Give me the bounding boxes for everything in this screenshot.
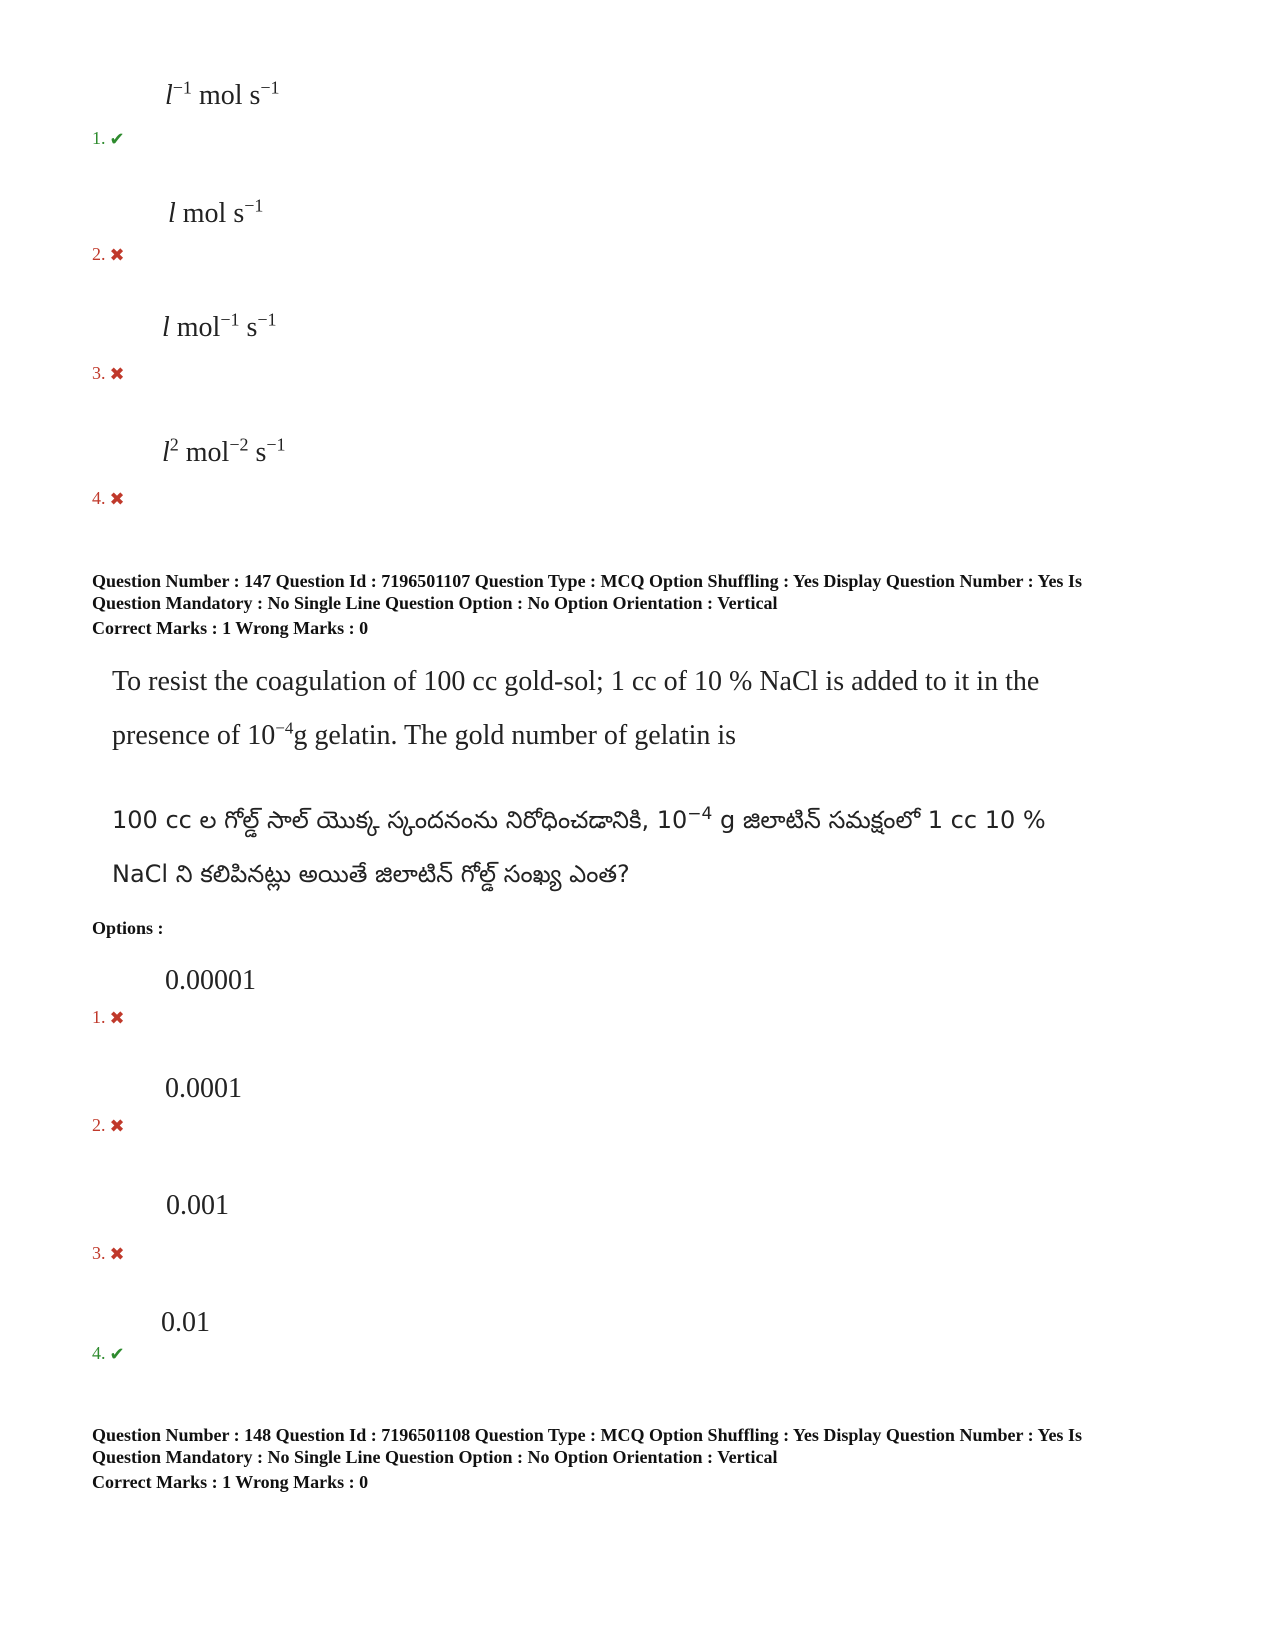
question-147-text-telugu (112, 793, 1192, 901)
question-148-meta-line2: Question Mandatory : No Single Line Question Option : No Option Orientation : Vertical (92, 1447, 778, 1467)
q147-option-4-marker: 4. ✔ (92, 1343, 125, 1364)
question-147-english-line2: presence of $10^{-4}g$ gelatin. The gold number of gelatin is (112, 718, 737, 751)
cross-icon: ✖ (109, 1007, 125, 1028)
question-147-meta-line2: Question Mandatory : No Single Line Question Option : No Option Orientation : Vertical (92, 593, 778, 613)
cross-icon: ✖ (109, 244, 125, 265)
question-148-meta-line1: Question Number : 148 Question Id : 7196501108 Question Type : MCQ Option Shuffling : Yes Display Question Number : Yes Is (92, 1425, 1082, 1445)
prev-option-3-marker: 3. ✖ (92, 363, 125, 384)
cross-icon: ✖ (109, 488, 125, 509)
prev-option-2-marker: 2. ✖ (92, 244, 125, 265)
question-148-meta (92, 1424, 1192, 1468)
question-147-marks: Correct Marks : 1 Wrong Marks : 0 (92, 618, 369, 638)
question-147-meta-line1: Question Number : 147 Question Id : 7196501107 Question Type : MCQ Option Shuffling : Yes Display Question Number : Yes Is (92, 571, 1082, 591)
q147-option-1-value: 0.00001 (165, 965, 256, 996)
check-icon: ✔ (109, 128, 125, 149)
question-147-text-english (112, 655, 1192, 763)
prev-option-1-marker: 1. ✔ (92, 128, 125, 149)
question-147-english-line1: To resist the coagulation of 100 cc gold-sol; 1 cc of 10 % NaCl is added to it in the (112, 666, 1040, 697)
q147-option-2-value: 0.0001 (165, 1073, 242, 1104)
q147-option-3-marker: 3. ✖ (92, 1243, 125, 1264)
prev-option-1-value: $l^{-1}$ mol $s^{-1}$ (165, 77, 280, 111)
question-148-marks: Correct Marks : 1 Wrong Marks : 0 (92, 1472, 369, 1492)
question-147-meta (92, 570, 1192, 614)
question-147-telugu-line2: NaCl ని కలిపినట్లు అయితే జిలాటిన్ గోల్డ్ సంఖ్య ఎంత? (112, 860, 630, 888)
cross-icon: ✖ (109, 363, 125, 384)
cross-icon: ✖ (109, 1115, 125, 1136)
prev-option-4-value: $l^2$ mol$^{-2}$ $s^{-1}$ (162, 434, 286, 468)
prev-option-3-value: l mol$^{-1}$ $s^{-1}$ (162, 309, 277, 343)
q147-option-2-marker: 2. ✖ (92, 1115, 125, 1136)
cross-icon: ✖ (109, 1243, 125, 1264)
q147-option-4-value: 0.01 (161, 1307, 210, 1338)
prev-option-4-marker: 4. ✖ (92, 488, 125, 509)
question-147-telugu-line1: 100 cc ల గోల్డ్ సాల్ యొక్క స్కందనంను నిరోధించడానికి, $10^{-4}$ g జిలాటిన్ సమక్షంలో 1 cc 10 % (112, 804, 1046, 834)
prev-option-2-value: l mol $s^{-1}$ (168, 195, 264, 229)
check-icon: ✔ (109, 1343, 125, 1364)
q147-option-1-marker: 1. ✖ (92, 1007, 125, 1028)
q147-option-3-value: 0.001 (166, 1190, 229, 1221)
options-label: Options : (92, 918, 164, 938)
